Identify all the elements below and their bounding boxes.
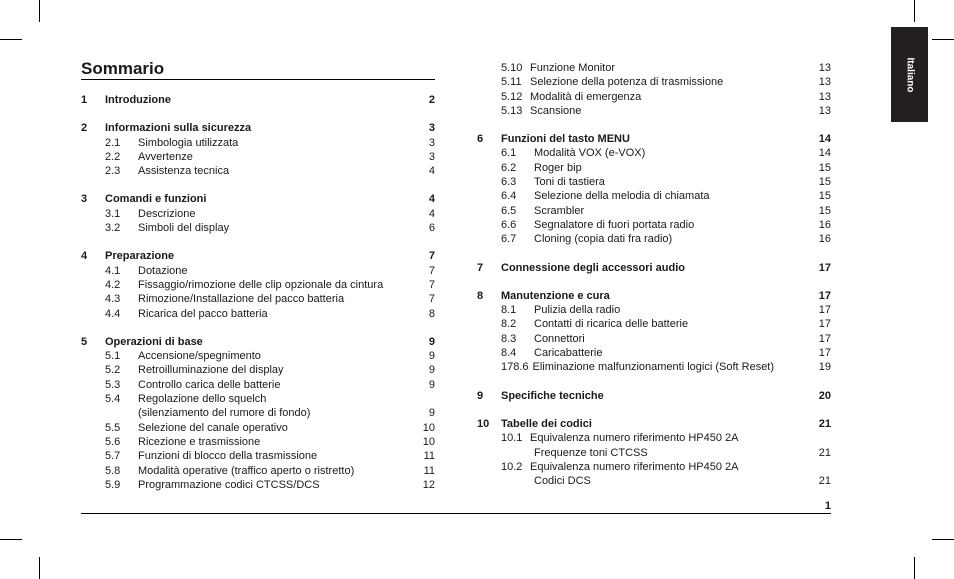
toc-section-title: Roger bip	[534, 161, 582, 174]
toc-chapter-number: 3	[81, 193, 88, 206]
toc-page-number: 13	[818, 62, 831, 74]
toc-page-number: 4	[428, 207, 435, 220]
toc-section[interactable]	[81, 449, 435, 463]
toc-section-title: Equivalenza numero riferimento HP450 2A	[530, 432, 739, 445]
toc-section[interactable]	[477, 90, 831, 104]
toc-chapter-number: 4	[81, 250, 88, 263]
toc-section-continuation[interactable]	[81, 406, 435, 420]
toc-section-title: Frequenze toni CTCSS	[534, 446, 648, 459]
toc-section[interactable]	[81, 307, 435, 321]
toc-chapter-title: Introduzione	[105, 94, 171, 106]
toc-page-number: 15	[818, 204, 831, 217]
crop-mark	[39, 0, 40, 22]
language-tab-label: Italiano	[904, 56, 915, 93]
toc-section[interactable]	[81, 292, 435, 306]
toc-chapter-title: Comandi e funzioni	[105, 193, 207, 206]
toc-chapter-title: Specifiche tecniche	[501, 389, 604, 402]
toc-section[interactable]	[477, 175, 831, 189]
toc-section-number: 8.3	[501, 332, 517, 345]
toc-section-number: 6.3	[501, 176, 517, 189]
toc-section[interactable]	[81, 464, 435, 478]
toc-section-title: Selezione della potenza di trasmissione	[530, 76, 724, 89]
toc-chapter-heading[interactable]	[477, 261, 831, 275]
toc-section[interactable]	[477, 460, 831, 474]
toc-section[interactable]	[477, 161, 831, 175]
toc-section-title: Selezione della melodia di chiamata	[534, 190, 710, 203]
toc-page-number: 10	[422, 421, 435, 434]
toc-section-title: Cloning (copia dati fra radio)	[534, 233, 673, 246]
toc-section[interactable]	[81, 378, 435, 392]
toc-page-number: 12	[422, 478, 435, 491]
toc-section-number: 4.3	[105, 293, 121, 306]
toc-section-number: 5.11	[501, 76, 522, 89]
toc-chapter-number: 5	[81, 335, 88, 348]
toc-section-title: Regolazione dello squelch	[138, 393, 267, 406]
toc-page-number: 14	[818, 147, 831, 160]
toc-page-number: 9	[428, 378, 435, 391]
toc-page-number: 16	[818, 218, 831, 231]
toc-section[interactable]	[81, 421, 435, 435]
toc-section[interactable]	[81, 392, 435, 406]
toc-page-number: 9	[428, 350, 435, 363]
toc-page-number: 15	[818, 190, 831, 203]
toc-chapter-heading[interactable]	[81, 93, 435, 107]
footer-rule	[81, 513, 831, 514]
toc-section-number: 4.4	[105, 307, 121, 320]
toc-section-title: Eliminazione malfunzionamenti logici (Soft Reset)	[532, 361, 775, 374]
toc-chapter	[477, 289, 831, 375]
toc-page-number: 4	[428, 193, 435, 206]
toc-section-title: (silenziamento del rumore di fondo)	[138, 407, 311, 420]
toc-section[interactable]	[477, 75, 831, 89]
toc-section[interactable]	[81, 221, 435, 235]
crop-mark	[932, 539, 954, 540]
toc-section-title: Caricabatterie	[534, 347, 603, 360]
toc-section[interactable]	[81, 207, 435, 221]
toc-section-number: 8.2	[501, 318, 517, 331]
toc-page-number: 17	[818, 318, 831, 331]
toc-section-continuation[interactable]	[477, 446, 831, 460]
toc-section-number: 8.4	[501, 347, 517, 360]
toc-page-number: 19	[818, 361, 831, 374]
toc-section-title: Dotazione	[138, 264, 188, 277]
toc-chapter-heading[interactable]	[81, 335, 435, 349]
toc-page-number: 21	[818, 475, 831, 488]
toc-section-number: 8.1	[501, 304, 517, 317]
toc-page-number: 21	[818, 417, 831, 430]
toc-section[interactable]	[477, 218, 831, 232]
toc-page-number: 17	[818, 347, 831, 360]
toc-section-number: 5.4	[105, 393, 121, 406]
toc-section-title: Scrambler	[534, 204, 585, 217]
title-rule	[81, 79, 435, 80]
toc-chapter-heading[interactable]	[477, 417, 831, 431]
toc-page-number: 16	[818, 233, 831, 246]
toc-list	[81, 93, 435, 492]
toc-page-number: 11	[423, 450, 435, 463]
toc-page-number: 17	[818, 261, 831, 274]
toc-section-number: 6.7	[501, 233, 517, 246]
toc-chapter-number: 8	[477, 289, 484, 302]
toc-section[interactable]	[477, 232, 831, 246]
toc-section-title: Scansione	[530, 104, 582, 117]
toc-chapter-heading[interactable]	[477, 289, 831, 303]
crop-mark	[914, 557, 915, 579]
toc-page-number: 13	[818, 76, 831, 89]
toc-section[interactable]	[477, 189, 831, 203]
toc-section-number: 3.2	[105, 222, 121, 235]
toc-section[interactable]	[81, 363, 435, 377]
toc-chapter-title: Operazioni di base	[105, 335, 203, 348]
toc-chapter-number: 7	[477, 261, 484, 274]
toc-section-title: Rimozione/Installazione del pacco batteria	[138, 293, 345, 306]
toc-page-number: 17	[818, 289, 831, 302]
toc-section[interactable]	[81, 164, 435, 178]
toc-page-number: 9	[428, 335, 435, 348]
toc-section-number: 10.1	[501, 432, 523, 445]
toc-section[interactable]	[477, 431, 831, 445]
toc-page-number: 17	[818, 304, 831, 317]
toc-chapter-title: Informazioni sulla sicurezza	[105, 122, 252, 135]
toc-page-number: 7	[428, 250, 435, 263]
toc-section-continuation[interactable]	[477, 474, 831, 488]
toc-section-number: 5.2	[105, 364, 121, 377]
toc-page-number: 7	[428, 278, 435, 291]
toc-chapter-title: Tabelle dei codici	[501, 417, 592, 430]
toc-page-number: 15	[818, 176, 831, 189]
toc-chapter-number: 2	[81, 122, 88, 135]
toc-chapter-title: Funzioni del tasto MENU	[501, 133, 630, 146]
toc-section-number: 2.1	[105, 136, 121, 149]
toc-section-title: Accensione/spegnimento	[138, 350, 261, 363]
toc-right-column	[477, 61, 831, 488]
crop-mark	[914, 0, 915, 22]
toc-section[interactable]	[81, 150, 435, 164]
toc-section-number: 5.6	[105, 435, 121, 448]
toc-section[interactable]	[81, 278, 435, 292]
toc-section-title: Simbologia utilizzata	[138, 136, 239, 149]
toc-section[interactable]	[81, 264, 435, 278]
toc-chapter-number: 1	[81, 94, 88, 106]
toc-chapter-title: Preparazione	[105, 250, 175, 263]
toc-section-title: Toni di tastiera	[534, 176, 605, 189]
toc-page-number: 17	[818, 332, 831, 345]
toc-section-title: Avvertenze	[138, 150, 193, 163]
toc-page-number: 7	[428, 264, 435, 277]
toc-section[interactable]	[477, 146, 831, 160]
toc-page-number: 3	[428, 136, 435, 149]
crop-mark	[39, 557, 40, 579]
toc-chapter	[81, 93, 435, 107]
toc-section-number: 6.1	[501, 147, 517, 160]
toc-section-number: 5.9	[105, 478, 121, 491]
toc-section-title: Descrizione	[138, 207, 196, 220]
toc-section-title: Programmazione codici CTCSS/DCS	[138, 478, 320, 491]
toc-page-number: 11	[423, 464, 435, 477]
toc-section-title: Segnalatore di fuori portata radio	[534, 218, 695, 231]
page-number: 1	[824, 500, 831, 512]
toc-section[interactable]	[477, 332, 831, 346]
toc-chapter-number: 10	[477, 417, 490, 430]
toc-section[interactable]	[477, 61, 831, 75]
toc-section-number: 2.2	[105, 150, 121, 163]
toc-page-number: 4	[428, 165, 435, 178]
toc-section-number: 2.3	[105, 165, 121, 178]
toc-section[interactable]	[477, 360, 831, 374]
language-tab	[891, 27, 928, 122]
toc-chapter-title: Connessione degli accessori audio	[501, 261, 685, 274]
toc-chapter	[81, 121, 435, 178]
toc-chapter-number: 6	[477, 133, 484, 146]
toc-page-number: 21	[818, 446, 831, 459]
toc-section-title: Assistenza tecnica	[138, 165, 230, 178]
toc-chapter	[81, 192, 435, 235]
toc-page-number: 10	[422, 435, 435, 448]
toc-chapter	[477, 132, 831, 246]
toc-page-number: 6	[428, 222, 435, 235]
toc-chapter	[477, 261, 831, 275]
toc-section-number: 5.8	[105, 464, 121, 477]
toc-section-title: Modalità VOX (e-VOX)	[534, 147, 646, 160]
toc-page-number: 14	[818, 133, 831, 146]
toc-section-number: 3.1	[105, 207, 121, 220]
toc-chapter-number: 9	[477, 389, 484, 402]
toc-section[interactable]	[477, 317, 831, 331]
toc-chapter-heading[interactable]	[81, 192, 435, 206]
toc-page-number: 13	[818, 90, 831, 103]
toc-section[interactable]	[477, 104, 831, 118]
toc-section-title: Contatti di ricarica delle batterie	[534, 318, 689, 331]
toc-section-number: 5.7	[105, 450, 121, 463]
crop-mark	[0, 39, 22, 40]
toc-section-title: Ricezione e trasmissione	[138, 435, 261, 448]
toc-section[interactable]	[81, 136, 435, 150]
toc-section-number: 5.3	[105, 378, 121, 391]
toc-page-number: 8	[428, 307, 435, 320]
toc-page-number: 3	[428, 122, 435, 135]
toc-section-title: Funzione Monitor	[530, 62, 615, 74]
toc-section-title: Codici DCS	[534, 475, 591, 488]
toc-page-number: 2	[428, 94, 435, 106]
toc-page-number: 9	[428, 407, 435, 420]
toc-section-title: Controllo carica delle batterie	[138, 378, 281, 391]
toc-chapter-heading[interactable]	[81, 121, 435, 135]
toc-section-title: Equivalenza numero riferimento HP450 2A	[530, 460, 739, 473]
toc-page-number: 13	[818, 104, 831, 117]
toc-page-number: 3	[428, 150, 435, 163]
toc-page-number: 9	[428, 364, 435, 377]
toc-section[interactable]	[477, 346, 831, 360]
toc-section-title: Selezione del canale operativo	[138, 421, 288, 434]
toc-page-number: 20	[818, 389, 831, 402]
crop-mark	[0, 539, 22, 540]
toc-section-number: 6.6	[501, 218, 517, 231]
toc-list	[477, 61, 831, 488]
toc-chapter	[477, 417, 831, 488]
page-title: Sommario	[81, 59, 165, 78]
toc-section[interactable]	[81, 478, 435, 492]
crop-mark	[932, 39, 954, 40]
toc-chapter-heading[interactable]	[81, 249, 435, 263]
toc-section[interactable]	[477, 303, 831, 317]
toc-page-number: 7	[428, 293, 435, 306]
toc-section[interactable]	[477, 204, 831, 218]
toc-section-number: 6.4	[501, 190, 517, 203]
toc-section-number: 5.5	[105, 421, 121, 434]
toc-section-title: Connettori	[534, 332, 585, 345]
toc-section-number: 5.10	[501, 62, 523, 74]
toc-chapter-heading[interactable]	[477, 132, 831, 146]
toc-section-title: Simboli del display	[138, 222, 230, 235]
toc-section[interactable]	[81, 435, 435, 449]
toc-section-number: 5.12	[501, 90, 523, 103]
toc-section[interactable]	[81, 349, 435, 363]
toc-section-number: 6.5	[501, 204, 517, 217]
toc-chapter-title: Manutenzione e cura	[501, 289, 610, 302]
toc-section-title: Pulizia della radio	[534, 304, 621, 317]
toc-section-title: Ricarica del pacco batteria	[138, 307, 268, 320]
toc-page-number: 15	[818, 161, 831, 174]
toc-section-title: Retroilluminazione del display	[138, 364, 284, 377]
toc-section-number: 4.1	[105, 264, 121, 277]
toc-section-number: 178.6	[501, 361, 529, 374]
toc-left-column	[81, 93, 435, 492]
toc-section-number: 5.1	[105, 350, 121, 363]
toc-section-title: Modalità di emergenza	[530, 90, 642, 103]
toc-chapter	[81, 335, 435, 492]
toc-section-number: 10.2	[501, 460, 523, 473]
toc-section-title: Fissaggio/rimozione delle clip opzionale da cintura	[138, 278, 384, 291]
toc-section-title: Modalità operative (traffico aperto o ristretto)	[138, 464, 355, 477]
toc-section-number: 5.13	[501, 104, 523, 117]
toc-chapter	[477, 61, 831, 118]
toc-section-title: Funzioni di blocco della trasmissione	[138, 450, 318, 463]
toc-chapter	[81, 249, 435, 320]
toc-chapter-heading[interactable]	[477, 389, 831, 403]
toc-section-number: 6.2	[501, 161, 517, 174]
toc-chapter	[477, 389, 831, 403]
toc-section-number: 4.2	[105, 278, 121, 291]
